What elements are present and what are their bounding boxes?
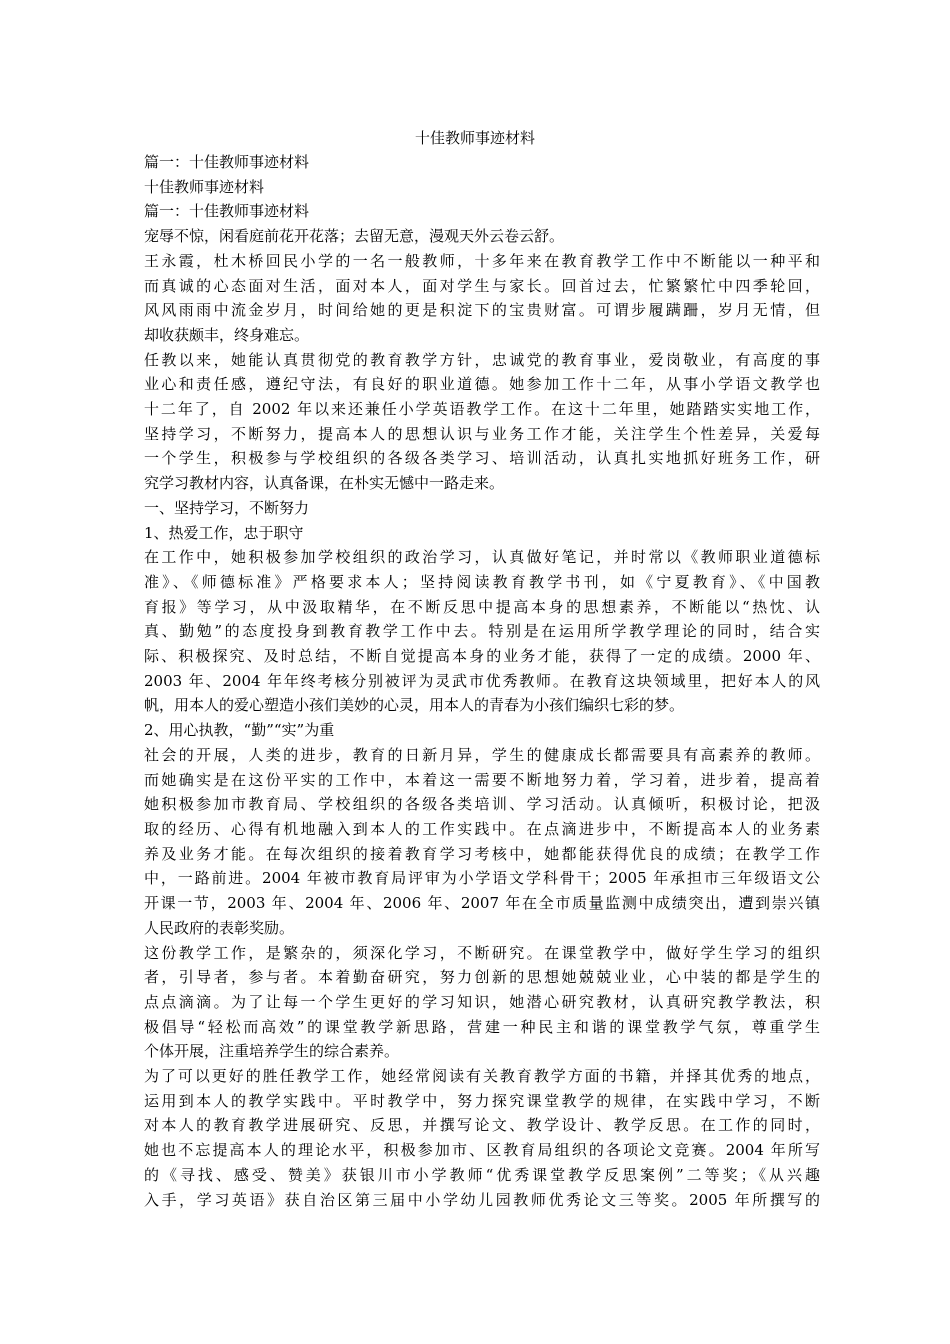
- text-line: 真、勤勉”的态度投身到教育教学工作中去。特别是在运用所学教学理论的同时，结合实: [144, 622, 820, 641]
- text-line: 个体开展，注重培养学生的综合素养。: [144, 1042, 400, 1061]
- text-line: 入手，学习英语》获自治区第三届中小学幼儿园教师优秀论文三等奖。2005 年所撰写的: [144, 1190, 820, 1209]
- text-line: 这份教学工作，是繁杂的，须深化学习，不断研究。在课堂教学中，做好学生学习的组织: [144, 943, 820, 962]
- text-line: 却收获颇丰，终身难忘。: [144, 325, 310, 344]
- document-body: [144, 150, 820, 1212]
- text-line: 业心和责任感，遵纪守法，有良好的职业道德。她参加工作十二年，从事小学语文教学也: [144, 375, 820, 394]
- text-line: 2003 年、2004 年年终考核分别被评为灵武市优秀教师。在教育这块领域里，把好本人的风: [144, 671, 820, 690]
- text-line: 十二年了，自 2002 年以来还兼任小学英语教学工作。在这十二年里，她踏踏实实地工作，: [144, 400, 820, 419]
- text-line: 坚持学习，不断努力，提高本人的思想认识与业务工作才能，关注学生个性差异，关爱每: [144, 424, 820, 443]
- text-line: 际、积极探究、及时总结，不断自觉提高本身的业务才能，获得了一定的成绩。2000 年、: [144, 647, 820, 666]
- text-line: 王永霞，杜木桥回民小学的一名一般教师，十多年来在教育教学工作中不断能以一种平和: [144, 251, 820, 270]
- text-line: 为了可以更好的胜任教学工作，她经常阅读有关教育教学方面的书籍，并择其优秀的地点，: [144, 1067, 820, 1086]
- document-title: 十佳教师事迹材料: [414, 129, 535, 147]
- text-line: 在工作中，她积极参加学校组织的政治学习，认真做好笔记，并时常以《教师职业道德标: [144, 548, 820, 567]
- text-line: 风风雨雨中流金岁月，时间给她的更是积淀下的宝贵财富。可谓步履蹒跚，岁月无情，但: [144, 301, 820, 320]
- text-line: 者，引导者，参与者。本着勤奋研究，努力创新的思想她兢兢业业，心中装的都是学生的: [144, 968, 820, 987]
- text-line: 的《寻找、感受、赞美》获银川市小学教师“优秀课堂教学反思案例”二等奖；《从兴趣: [144, 1165, 820, 1184]
- text-line: 养及业务才能。在每次组织的接着教育学习考核中，她都能获得优良的成绩；在教学工作: [144, 844, 820, 863]
- text-line: 育报》等学习，从中汲取精华，在不断反思中提高本身的思想素养，不断能以“热忱、认: [144, 597, 820, 616]
- text-line: 社会的开展，人类的进步，教育的日新月异，学生的健康成长都需要具有高素养的教师。: [144, 745, 820, 764]
- text-line: 宠辱不惊，闲看庭前花开花落；去留无意，漫观天外云卷云舒。: [144, 227, 565, 246]
- section-heading: 篇一：十佳教师事迹材料: [144, 153, 310, 171]
- section-heading: 篇一：十佳教师事迹材料: [144, 202, 310, 221]
- text-line: 究学习教材内容，认真备课，在朴实无憾中一路走来。: [144, 474, 505, 493]
- text-line: 取的经历、心得有机地融入到本人的工作实践中。在点滴进步中，不断提高本人的业务素: [144, 819, 820, 838]
- text-line: 一个学生，积极参与学校组织的各级各类学习、培训活动，认真扎实地抓好班务工作，研: [144, 449, 820, 468]
- section-heading: 2、用心执教，“勤”“实”为重: [144, 721, 335, 740]
- text-line: 帆，用本人的爱心塑造小孩们美妙的心灵，用本人的青春为小孩们编织七彩的梦。: [144, 696, 685, 715]
- text-line: 点点滴滴。为了让每一个学生更好的学习知识，她潜心研究教材，认真研究教学教法，积: [144, 992, 820, 1011]
- text-line: 她也不忘提高本人的理论水平，积极参加市、区教育局组织的各项论文竞赛。2004 年所写: [144, 1141, 820, 1160]
- text-line: 任教以来，她能认真贯彻党的教育教学方针，忠诚党的教育事业，爱岗敬业，有高度的事: [144, 350, 820, 369]
- text-line: 准》、《师德标准》严格要求本人；坚持阅读教育教学书刊，如《宁夏教育》、《中国教: [144, 572, 820, 591]
- text-line: 对本人的教育教学进展研究、反思，并撰写论文、教学设计、教学反思。在工作的同时，: [144, 1116, 820, 1135]
- text-line: 人民政府的表彰奖励。: [144, 918, 295, 937]
- section-heading: 一、坚持学习，不断努力: [144, 498, 310, 517]
- text-line: 开课一节，2003 年、2004 年、2006 年、2007 年在全市质量监测中成绩突出，遭到崇兴镇: [144, 894, 820, 913]
- text-line: 她积极参加市教育局、学校组织的各级各类培训、学习活动。认真倾听，积极讨论，把汲: [144, 795, 820, 814]
- text-line: 中，一路前进。2004 年被市教育局评审为小学语文学科骨干；2005 年承担市三年级语文公: [144, 869, 820, 888]
- text-line: 极倡导“轻松而高效”的课堂教学新思路，营建一种民主和谐的课堂教学气氛，尊重学生: [144, 1017, 820, 1036]
- text-line: 而真诚的心态面对生活，面对本人，面对学生与家长。回首过去，忙繁繁忙中四季轮回，: [144, 276, 820, 295]
- section-heading: 1、热爱工作，忠于职守: [144, 523, 304, 542]
- text-line: 运用到本人的教学实践中。平时教学中，努力探究课堂教学的规律，在实践中学习，不断: [144, 1091, 820, 1110]
- section-heading: 十佳教师事迹材料: [144, 177, 265, 196]
- text-line: 而她确实是在这份平实的工作中，本着这一需要不断地努力着，学习着，进步着，提高着: [144, 770, 820, 789]
